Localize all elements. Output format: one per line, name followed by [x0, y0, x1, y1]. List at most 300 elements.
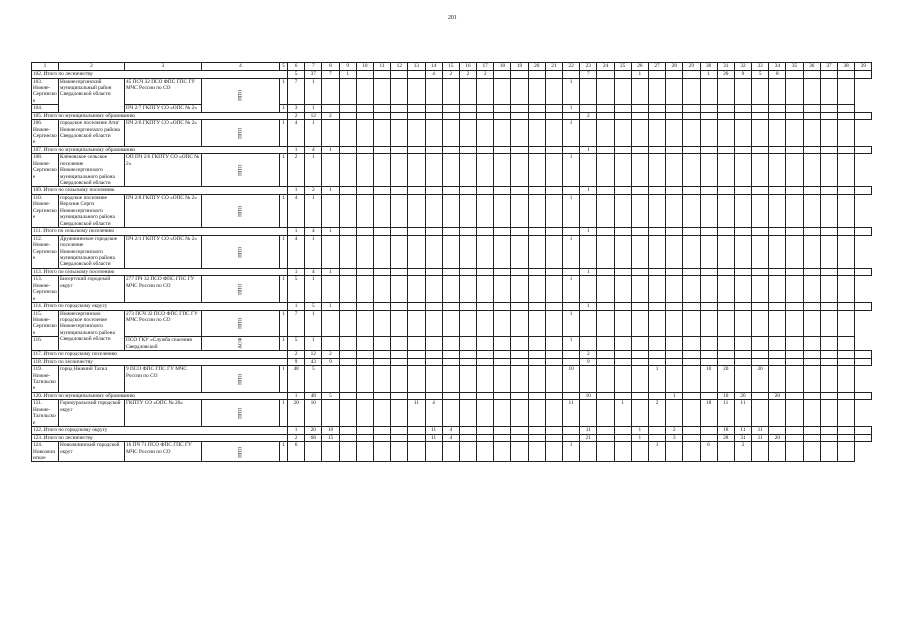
value-cell [683, 302, 700, 310]
value-cell [425, 358, 442, 366]
value-cell [734, 235, 751, 268]
value-cell [494, 187, 511, 195]
value-cell [717, 276, 734, 303]
value-cell [494, 310, 511, 337]
forestry-cell: 112. Нижне-Сергинское [32, 235, 59, 268]
value-cell [408, 358, 425, 366]
value-cell [459, 366, 476, 393]
subtotal-row [32, 71, 872, 79]
value-cell [391, 392, 408, 400]
unit-cell: ОП ПЧ 2/6 ГКПТУ СО «ОПС № 2» [125, 154, 202, 187]
value-cell [683, 276, 700, 303]
value-cell: 1 [631, 434, 648, 442]
value-cell [408, 427, 425, 435]
value-cell [597, 146, 614, 154]
value-cell [786, 146, 803, 154]
value-cell [494, 276, 511, 303]
value-cell [786, 442, 803, 462]
value-cell [803, 78, 820, 105]
value-cell [666, 358, 683, 366]
value-cell [597, 154, 614, 187]
value-cell [666, 195, 683, 228]
value-cell [820, 427, 837, 435]
value-cell [339, 112, 356, 120]
value-cell [563, 392, 580, 400]
unit-cell: 277 ПЧ 32 ПСО ФПС ГПС ГУ МЧС России по СО [125, 276, 202, 303]
value-cell [752, 268, 769, 276]
value-cell [597, 358, 614, 366]
subtotal-row [32, 187, 872, 195]
value-cell [769, 350, 786, 358]
value-cell [838, 442, 855, 462]
value-cell [752, 350, 769, 358]
value-cell [614, 392, 631, 400]
table-row [32, 105, 872, 112]
unit-cell: 16 ПЧ 71 ПСО ФПС ГПС ГУ МЧС России по СО [125, 442, 202, 462]
value-cell: 1 [563, 195, 580, 228]
subtotal-row [32, 268, 872, 276]
column-number: 16 [459, 63, 476, 71]
value-cell [597, 235, 614, 268]
value-cell [666, 235, 683, 268]
value-cell [683, 400, 700, 427]
value-cell [838, 154, 855, 187]
value-cell [425, 350, 442, 358]
value-cell: 7 [288, 78, 305, 105]
value-cell [563, 302, 580, 310]
value-cell: 1 [614, 400, 631, 427]
value-cell [734, 276, 751, 303]
value-cell [356, 71, 373, 79]
value-cell [614, 195, 631, 228]
value-cell [666, 228, 683, 236]
value-cell [425, 235, 442, 268]
table-row [32, 366, 872, 393]
value-cell [425, 366, 442, 393]
value-cell [700, 228, 717, 236]
value-cell [597, 392, 614, 400]
value-cell [408, 78, 425, 105]
value-cell [752, 120, 769, 147]
value-cell: 5 [752, 71, 769, 79]
value-cell: 1 [305, 310, 322, 337]
value-cell [769, 366, 786, 393]
value-cell [391, 105, 408, 112]
value-cell [511, 154, 528, 187]
value-cell [769, 154, 786, 187]
value-cell: 1 [280, 366, 288, 393]
column-number: 11 [373, 63, 390, 71]
value-cell [752, 235, 769, 268]
value-cell [322, 154, 339, 187]
value-cell [683, 78, 700, 105]
value-cell: 18 [700, 400, 717, 427]
value-cell [511, 400, 528, 427]
value-cell [855, 434, 872, 442]
value-cell [683, 195, 700, 228]
column-number: 27 [648, 63, 665, 71]
value-cell [734, 195, 751, 228]
value-cell [631, 350, 648, 358]
value-cell [683, 310, 700, 337]
value-cell [683, 235, 700, 268]
value-cell [459, 268, 476, 276]
value-cell: 2 [580, 350, 597, 358]
value-cell [580, 442, 597, 462]
column-number: 24 [597, 63, 614, 71]
value-cell [373, 337, 390, 351]
value-cell [838, 187, 855, 195]
value-cell [752, 105, 769, 112]
value-cell [494, 112, 511, 120]
value-cell: 1 [280, 442, 288, 462]
value-cell [391, 112, 408, 120]
value-cell [391, 71, 408, 79]
unit-type-label: ППО [237, 373, 244, 385]
value-cell: 4 [425, 71, 442, 79]
value-cell [786, 392, 803, 400]
value-cell [838, 350, 855, 358]
value-cell [322, 337, 339, 351]
value-cell [477, 400, 494, 427]
table-row [32, 400, 872, 427]
value-cell [734, 228, 751, 236]
value-cell [442, 195, 459, 228]
value-cell [563, 187, 580, 195]
value-cell [408, 350, 425, 358]
value-cell [580, 105, 597, 112]
value-cell [408, 195, 425, 228]
value-cell [786, 366, 803, 393]
value-cell [597, 120, 614, 147]
value-cell: 1 [280, 400, 288, 427]
value-cell [459, 427, 476, 435]
value-cell [597, 434, 614, 442]
value-cell [803, 71, 820, 79]
value-cell: 11 [408, 400, 425, 427]
value-cell [700, 310, 717, 337]
value-cell [408, 302, 425, 310]
value-cell [683, 71, 700, 79]
value-cell [373, 302, 390, 310]
value-cell [477, 442, 494, 462]
value-cell [838, 78, 855, 105]
value-cell [563, 146, 580, 154]
value-cell [734, 302, 751, 310]
municipality-cell: город Нижний Тагил [59, 366, 125, 393]
value-cell [820, 112, 837, 120]
value-cell [322, 366, 339, 393]
value-cell [545, 268, 562, 276]
value-cell [803, 268, 820, 276]
value-cell: 1 [280, 276, 288, 303]
value-cell [373, 120, 390, 147]
value-cell [752, 112, 769, 120]
value-cell [631, 392, 648, 400]
value-cell: 10 [563, 366, 580, 393]
value-cell [786, 112, 803, 120]
unit-type-cell [202, 337, 280, 351]
value-cell [442, 78, 459, 105]
value-cell [563, 112, 580, 120]
value-cell [717, 195, 734, 228]
value-cell [648, 112, 665, 120]
value-cell: 68 [305, 434, 322, 442]
value-cell [391, 146, 408, 154]
value-cell [631, 358, 648, 366]
value-cell [820, 235, 837, 268]
value-cell [838, 392, 855, 400]
unit-cell: 9 ПСО ФПС ГПС ГУ МЧС России по СО [125, 366, 202, 393]
value-cell [700, 187, 717, 195]
column-number: 6 [288, 63, 305, 71]
column-number: 29 [683, 63, 700, 71]
value-cell [408, 268, 425, 276]
value-cell: 2 [580, 112, 597, 120]
value-cell [769, 228, 786, 236]
subtotal-label: 109. Итого по сельскому поселению [32, 187, 288, 195]
value-cell [631, 228, 648, 236]
value-cell [648, 392, 665, 400]
column-number: 32 [734, 63, 751, 71]
value-cell [666, 400, 683, 427]
value-cell [803, 310, 820, 337]
subtotal-row [32, 112, 872, 120]
value-cell [666, 350, 683, 358]
value-cell [442, 146, 459, 154]
value-cell [597, 337, 614, 351]
value-cell: 1 [322, 228, 339, 236]
value-cell [322, 310, 339, 337]
value-cell [477, 228, 494, 236]
unit-type-label: ППО [237, 317, 244, 329]
subtotal-label: 105. Итого по муниципальному образованию [32, 112, 288, 120]
value-cell [545, 350, 562, 358]
value-cell [511, 442, 528, 462]
value-cell [545, 187, 562, 195]
value-cell [580, 195, 597, 228]
value-cell [391, 228, 408, 236]
value-cell [717, 228, 734, 236]
value-cell [666, 112, 683, 120]
column-number: 12 [391, 63, 408, 71]
value-cell [356, 268, 373, 276]
value-cell [803, 392, 820, 400]
unit-type-label: ППО [237, 246, 244, 258]
value-cell [425, 276, 442, 303]
value-cell [391, 276, 408, 303]
table-row [32, 310, 872, 337]
value-cell: 20 [288, 400, 305, 427]
value-cell [459, 112, 476, 120]
value-cell [459, 442, 476, 462]
value-cell [769, 337, 786, 351]
municipality-cell: Нижнесергинское городское поселение Нижнесергинского муниципального района Свердловской области [59, 310, 125, 350]
value-cell: 1 [580, 146, 597, 154]
value-cell [477, 105, 494, 112]
value-cell: 2 [288, 350, 305, 358]
value-cell [786, 187, 803, 195]
column-number: 39 [855, 63, 872, 71]
value-cell [717, 105, 734, 112]
value-cell [820, 337, 837, 351]
value-cell [648, 154, 665, 187]
column-number: 9 [339, 63, 356, 71]
value-cell: 31 [734, 434, 751, 442]
value-cell: 1 [305, 235, 322, 268]
value-cell: 8 [769, 71, 786, 79]
value-cell [769, 187, 786, 195]
value-cell: 6 [288, 442, 305, 462]
subtotal-row [32, 350, 872, 358]
value-cell [477, 235, 494, 268]
value-cell [442, 392, 459, 400]
value-cell [700, 268, 717, 276]
value-cell [666, 276, 683, 303]
value-cell [666, 366, 683, 393]
value-cell [614, 302, 631, 310]
value-cell [528, 195, 545, 228]
value-cell: 2 [442, 71, 459, 79]
value-cell [769, 310, 786, 337]
value-cell [511, 195, 528, 228]
value-cell: 1 [563, 105, 580, 112]
value-cell [339, 146, 356, 154]
value-cell: 11 [752, 434, 769, 442]
value-cell: 9 [734, 71, 751, 79]
value-cell: 4 [442, 427, 459, 435]
value-cell [597, 228, 614, 236]
value-cell [528, 228, 545, 236]
column-number: 22 [563, 63, 580, 71]
value-cell [477, 154, 494, 187]
value-cell: 10 [322, 427, 339, 435]
value-cell [597, 400, 614, 427]
value-cell [528, 358, 545, 366]
unit-cell: ГКПТУ СО «ОПС № 20» [125, 400, 202, 427]
value-cell [648, 228, 665, 236]
value-cell [769, 195, 786, 228]
value-cell [545, 442, 562, 462]
municipality-cell: Новолялинский городской округ [59, 442, 125, 462]
value-cell [391, 235, 408, 268]
value-cell [838, 112, 855, 120]
value-cell: 20 [717, 71, 734, 79]
value-cell: 4 [288, 120, 305, 147]
unit-type-label: ППО [237, 127, 244, 139]
value-cell [528, 350, 545, 358]
value-cell [666, 120, 683, 147]
value-cell [477, 366, 494, 393]
value-cell [528, 400, 545, 427]
value-cell [752, 337, 769, 351]
value-cell [545, 400, 562, 427]
value-cell [631, 310, 648, 337]
value-cell [580, 235, 597, 268]
value-cell [373, 71, 390, 79]
value-cell [631, 366, 648, 393]
value-cell: 1 [288, 268, 305, 276]
value-cell [769, 235, 786, 268]
value-cell [356, 235, 373, 268]
table-row [32, 120, 872, 147]
value-cell [838, 434, 855, 442]
value-cell [339, 310, 356, 337]
value-cell [391, 358, 408, 366]
value-cell [425, 120, 442, 147]
value-cell [356, 442, 373, 462]
value-cell [339, 366, 356, 393]
value-cell [752, 154, 769, 187]
value-cell: 4 [305, 228, 322, 236]
forestry-cell: 108. Нижне-Сергинское [32, 154, 59, 187]
value-cell: 1 [280, 337, 288, 351]
value-cell: 4 [305, 268, 322, 276]
value-cell: 1 [322, 302, 339, 310]
value-cell [356, 228, 373, 236]
value-cell: 6 [700, 442, 717, 462]
value-cell [614, 112, 631, 120]
value-cell [769, 120, 786, 147]
value-cell [477, 310, 494, 337]
value-cell: 1 [305, 276, 322, 303]
value-cell [666, 337, 683, 351]
value-cell [648, 187, 665, 195]
unit-type-label: АСФ [237, 338, 244, 350]
value-cell: 9 [322, 358, 339, 366]
value-cell: 1 [339, 71, 356, 79]
value-cell [391, 302, 408, 310]
value-cell [528, 366, 545, 393]
value-cell [614, 105, 631, 112]
value-cell [373, 358, 390, 366]
value-cell: 1 [666, 392, 683, 400]
value-cell [528, 276, 545, 303]
value-cell [563, 434, 580, 442]
value-cell [717, 310, 734, 337]
value-cell [391, 187, 408, 195]
value-cell: 11 [563, 400, 580, 427]
value-cell [820, 105, 837, 112]
value-cell [700, 105, 717, 112]
value-cell [700, 276, 717, 303]
unit-type-cell [202, 154, 280, 187]
value-cell: 1 [322, 187, 339, 195]
value-cell [563, 350, 580, 358]
value-cell [683, 187, 700, 195]
value-cell [477, 434, 494, 442]
value-cell [803, 442, 820, 462]
value-cell: 1 [580, 228, 597, 236]
subtotal-label: 113. Итого по сельскому поселению [32, 268, 288, 276]
value-cell [477, 120, 494, 147]
value-cell [459, 154, 476, 187]
value-cell [614, 276, 631, 303]
value-cell [494, 120, 511, 147]
value-cell [494, 228, 511, 236]
unit-cell: ПЧ 2/1 ГКПТУ СО «ОПС № 2» [125, 235, 202, 268]
value-cell [838, 366, 855, 393]
unit-type-cell [202, 78, 280, 112]
unit-type-label: ППО [237, 446, 244, 458]
municipality-cell: городское поселение Атиг Нижнесергинского района Свердловской области [59, 120, 125, 147]
value-cell [442, 268, 459, 276]
forestry-cell: 115. Нижне-Сергинское [33, 310, 57, 336]
value-cell [648, 71, 665, 79]
value-cell [545, 434, 562, 442]
value-cell [631, 442, 648, 462]
value-cell [838, 195, 855, 228]
